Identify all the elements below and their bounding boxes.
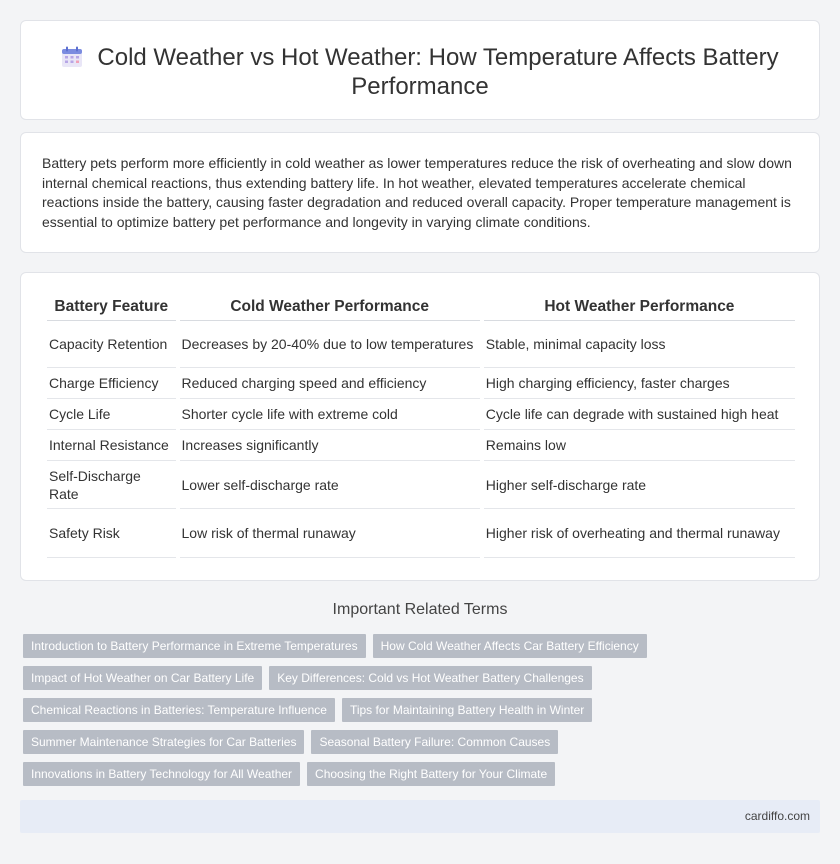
footer-site-link[interactable]: cardiffo.com — [744, 809, 810, 823]
table-row — [47, 321, 795, 368]
related-tag[interactable]: Introduction to Battery Performance in Extreme Temperatures — [23, 634, 366, 658]
cell-feature: Safety Risk — [47, 509, 176, 558]
cell-hot: High charging efficiency, faster charges — [484, 368, 795, 399]
related-terms-title: Important Related Terms — [332, 601, 508, 618]
table-row — [47, 509, 795, 558]
header-battery-feature: Battery Feature — [47, 293, 176, 321]
cell-feature: Self-Discharge Rate — [47, 461, 176, 509]
footer — [20, 800, 820, 833]
cell-hot: Higher self-discharge rate — [484, 461, 795, 509]
comparison-table — [43, 293, 799, 558]
cell-feature: Charge Efficiency — [47, 368, 176, 399]
cell-cold: Shorter cycle life with extreme cold — [180, 399, 480, 430]
cell-hot: Cycle life can degrade with sustained high heat — [484, 399, 795, 430]
related-tag[interactable]: Impact of Hot Weather on Car Battery Life — [23, 666, 262, 690]
related-tag[interactable]: Seasonal Battery Failure: Common Causes — [311, 730, 558, 754]
related-tag[interactable]: Summer Maintenance Strategies for Car Batteries — [23, 730, 304, 754]
related-tag[interactable]: Chemical Reactions in Batteries: Temperature Influence — [23, 698, 335, 722]
header-cold-weather: Cold Weather Performance — [180, 293, 480, 321]
page-title-wrap — [21, 43, 819, 101]
page-title: Cold Weather vs Hot Weather: How Temperature Affects Battery Performance — [97, 44, 779, 100]
intro-card — [20, 132, 820, 253]
table-row — [47, 368, 795, 399]
cell-feature: Internal Resistance — [47, 430, 176, 461]
cell-hot: Stable, minimal capacity loss — [484, 321, 795, 368]
related-tag[interactable]: Innovations in Battery Technology for All Weather — [23, 762, 300, 786]
table-row — [47, 430, 795, 461]
tag-row — [23, 762, 555, 786]
tag-row — [23, 634, 647, 658]
cell-feature: Capacity Retention — [47, 321, 176, 368]
cell-feature: Cycle Life — [47, 399, 176, 430]
cell-cold: Increases significantly — [180, 430, 480, 461]
calendar-icon — [61, 46, 83, 68]
table-card — [20, 272, 820, 581]
cell-cold: Lower self-discharge rate — [180, 461, 480, 509]
intro-paragraph: Battery pets perform more efficiently in cold weather as lower temperatures reduce the risk of overheating and slow down internal chemical reactions, thus extending battery life. In hot weather, elevated temperatures accelerate chemical reactions inside the battery, causing faster degradation and reduced overall capacity. Proper temperature management is essential to optimize battery pet performance and longevity in varying climate conditions. — [42, 155, 792, 230]
cell-hot: Higher risk of overheating and thermal runaway — [484, 509, 795, 558]
table-row — [47, 399, 795, 430]
table-header-row — [47, 293, 795, 321]
related-tag[interactable]: Choosing the Right Battery for Your Climate — [307, 762, 555, 786]
tag-row — [23, 666, 592, 690]
header-hot-weather: Hot Weather Performance — [484, 293, 795, 321]
table-row — [47, 461, 795, 509]
related-tag[interactable]: How Cold Weather Affects Car Battery Efficiency — [373, 634, 647, 658]
cell-cold: Reduced charging speed and efficiency — [180, 368, 480, 399]
cell-cold: Decreases by 20-40% due to low temperatures — [180, 321, 480, 368]
header-card — [20, 20, 820, 120]
cell-cold: Low risk of thermal runaway — [180, 509, 480, 558]
tag-row — [23, 730, 558, 754]
related-tag[interactable]: Tips for Maintaining Battery Health in Winter — [342, 698, 592, 722]
tag-row — [23, 698, 592, 722]
cell-hot: Remains low — [484, 430, 795, 461]
related-tag[interactable]: Key Differences: Cold vs Hot Weather Battery Challenges — [269, 666, 591, 690]
